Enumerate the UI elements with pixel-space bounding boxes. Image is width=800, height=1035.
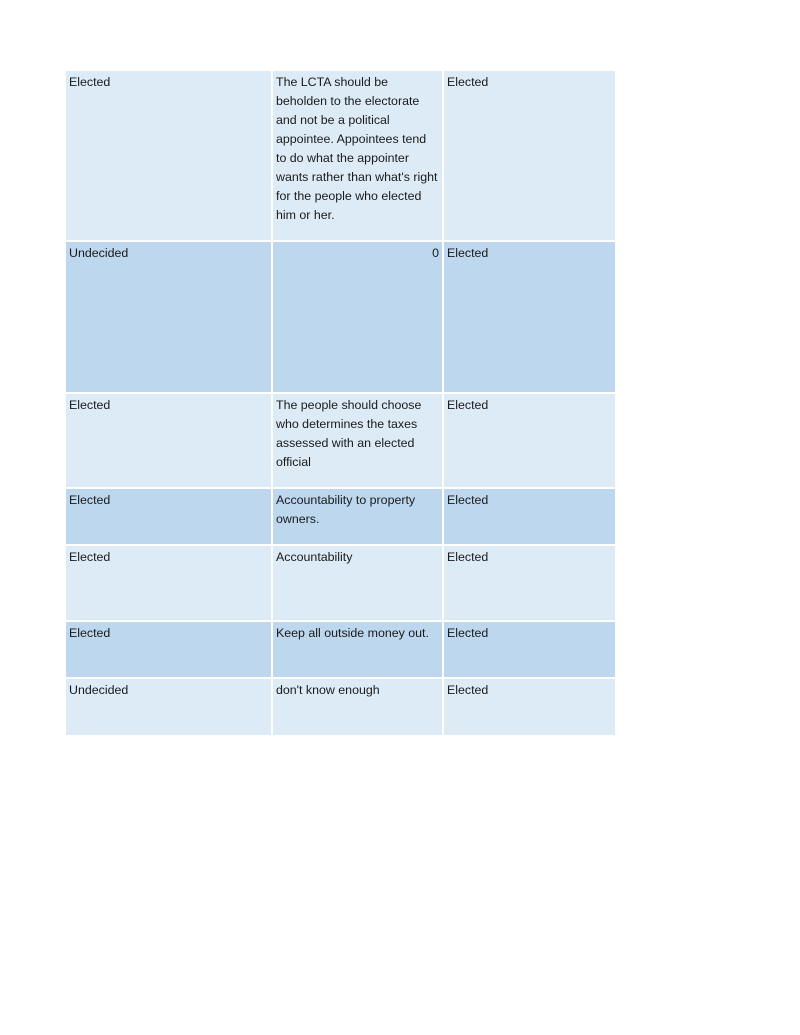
preference-cell: Elected xyxy=(447,398,489,412)
reason-cell: 0 xyxy=(273,242,444,392)
table-row xyxy=(66,679,615,735)
reason-cell: Accountability to property owners. xyxy=(273,489,444,544)
table-row xyxy=(66,394,615,489)
table-row xyxy=(66,546,615,622)
preference-cell: Elected xyxy=(447,683,489,697)
position-cell: Undecided xyxy=(66,679,273,735)
reason-cell: The people should choose who determines the taxes assessed with an elected official xyxy=(273,394,444,487)
table-row xyxy=(66,71,615,242)
preference-cell: Elected xyxy=(447,550,489,564)
reason-cell: Accountability xyxy=(273,546,444,620)
position-cell: Undecided xyxy=(66,242,273,392)
table-row xyxy=(66,622,615,679)
position-cell: Elected xyxy=(66,71,273,240)
reason-cell: don't know enough xyxy=(273,679,444,735)
position-cell: Elected xyxy=(66,394,273,487)
preference-cell: Elected xyxy=(447,246,489,260)
position-cell: Elected xyxy=(66,622,273,677)
survey-table xyxy=(66,71,615,735)
position-cell: Elected xyxy=(66,546,273,620)
preference-cell: Elected xyxy=(447,493,489,507)
table-row xyxy=(66,242,615,394)
table-row xyxy=(66,489,615,546)
preference-cell: Elected xyxy=(447,75,489,89)
position-cell: Elected xyxy=(66,489,273,544)
reason-cell: The LCTA should be beholden to the electorate and not be a political appointee. Appointees tend to do what the appointer wants rather than what's right for the people who elected him or her. xyxy=(273,71,444,240)
preference-cell: Elected xyxy=(447,626,489,640)
reason-cell: Keep all outside money out. xyxy=(273,622,444,677)
